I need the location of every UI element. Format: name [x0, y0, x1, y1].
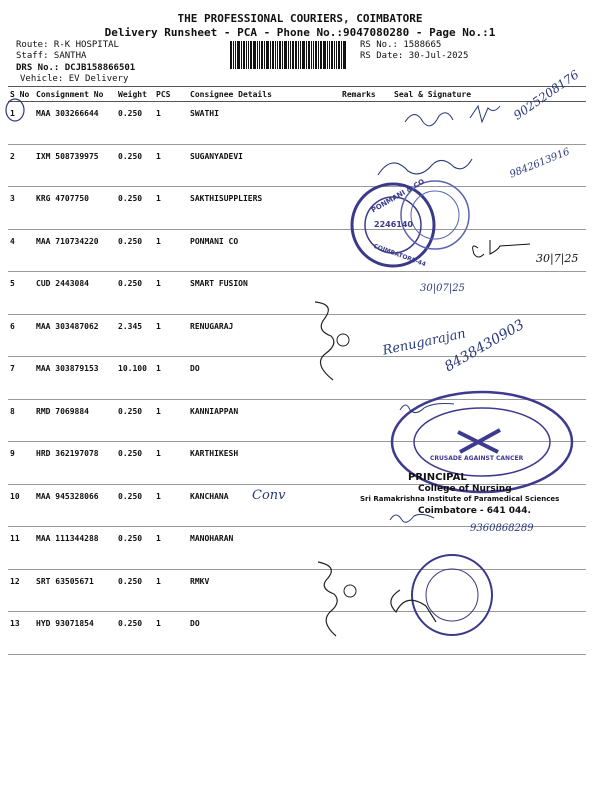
hw-date2: 30|07|25 — [420, 283, 465, 294]
col-pcs: PCS — [154, 87, 188, 102]
row-weight: 0.250 — [116, 569, 154, 612]
row-consignment-no: CUD 2443084 — [34, 272, 116, 315]
row-weight: 0.250 — [116, 399, 154, 442]
hw-renugaraj: Renugarajan — [381, 326, 468, 359]
row-weight: 0.250 — [116, 442, 154, 485]
row-pcs: 1 — [154, 612, 188, 655]
hw-phone2: 9842613916 — [508, 146, 572, 181]
row-pcs: 1 — [154, 102, 188, 145]
row-consignment-no: MAA 945328066 — [34, 484, 116, 527]
row-consignee: KANNIAPPAN — [188, 399, 340, 442]
row-consignee: DO — [188, 612, 340, 655]
row-sno: 4 — [8, 229, 34, 272]
signature-row8 — [400, 404, 454, 413]
col-consignee: Consignee Details — [188, 87, 340, 102]
row-consignment-no: HRD 362197078 — [34, 442, 116, 485]
row-pcs: 1 — [154, 229, 188, 272]
row-pcs: 1 — [154, 314, 188, 357]
row-weight: 0.250 — [116, 187, 154, 230]
row-consignee: KANCHANA — [188, 484, 340, 527]
staff-label: Staff: SANTHA — [16, 51, 87, 61]
row-weight: 0.250 — [116, 144, 154, 187]
row-pcs: 1 — [154, 357, 188, 400]
row-pcs: 1 — [154, 399, 188, 442]
row-weight: 0.250 — [116, 229, 154, 272]
hw-conv: Conv — [252, 488, 286, 503]
hw-phone3: 8438430903 — [441, 316, 528, 376]
row-consignment-no: MAA 303879153 — [34, 357, 116, 400]
row-consignee: SWATHI — [188, 102, 340, 145]
row-sno: 12 — [8, 569, 34, 612]
signature-row4 — [473, 240, 530, 257]
vehicle-label: Vehicle: EV Delivery — [20, 74, 129, 84]
signature-row1-b — [470, 106, 500, 122]
row-consignee: PONMANI CO — [188, 229, 340, 272]
row-consignee: RMKV — [188, 569, 340, 612]
row-consignment-no: KRG 4707750 — [34, 187, 116, 230]
col-seal: Seal & Signature — [392, 87, 586, 102]
row-consignee: SMART FUSION — [188, 272, 340, 315]
row-consignee: KARTHIKESH — [188, 442, 340, 485]
cancer-ring-text: CRUSADE AGAINST CANCER — [430, 455, 524, 462]
row-sno: 6 — [8, 314, 34, 357]
row-weight: 0.250 — [116, 484, 154, 527]
row-weight: 10.100 — [116, 357, 154, 400]
row-sno: 7 — [8, 357, 34, 400]
bracket-row6-7 — [315, 302, 334, 380]
row-pcs: 1 — [154, 272, 188, 315]
rs-date: RS Date: 30-Jul-2025 — [360, 51, 469, 61]
bracket-row12-13 — [318, 562, 337, 636]
rmkv-stamp — [412, 555, 492, 635]
row-consignment-no: MAA 111344288 — [34, 527, 116, 570]
row-pcs: 1 — [154, 187, 188, 230]
circle-mark-row6 — [337, 334, 349, 346]
document-subtitle: Delivery Runsheet - PCA - Phone No.:9047080280 - Page No.:1 — [104, 26, 496, 39]
col-sno: S No — [8, 87, 34, 102]
row-consignee: SUGANYADEVI — [188, 144, 340, 187]
row-weight: 0.250 — [116, 272, 154, 315]
sno-circle-mark — [6, 99, 24, 121]
row-consignment-no: RMD 7069884 — [34, 399, 116, 442]
hw-phone1: 9025208176 — [510, 67, 582, 123]
row-consignee: DO — [188, 357, 340, 400]
row-consignment-no: IXM 508739975 — [34, 144, 116, 187]
route-label: Route: R-K HOSPITAL — [16, 40, 119, 50]
row-weight: 0.250 — [116, 527, 154, 570]
row-weight: 2.345 — [116, 314, 154, 357]
hw-date: 30|7|25 — [536, 252, 579, 265]
document-title: THE PROFESSIONAL COURIERS, COIMBATORE — [177, 12, 423, 25]
row-sno: 9 — [8, 442, 34, 485]
rs-number: RS No.: 1588665 — [360, 40, 442, 50]
hw-phone4: 9360868289 — [470, 523, 534, 534]
col-consignment: Consignment No — [34, 87, 116, 102]
circle-mark-row12 — [344, 585, 356, 597]
row-pcs: 1 — [154, 442, 188, 485]
row-sno: 2 — [8, 144, 34, 187]
row-consignment-no: MAA 303487062 — [34, 314, 116, 357]
principal-line3: Sri Ramakrishna Institute of Paramedical Sciences — [360, 495, 560, 503]
row-pcs: 1 — [154, 527, 188, 570]
row-pcs: 1 — [154, 569, 188, 612]
col-remarks: Remarks — [340, 87, 392, 102]
row-sno: 5 — [8, 272, 34, 315]
principal-line4: Coimbatore - 641 044. — [418, 506, 531, 516]
row-pcs: 1 — [154, 484, 188, 527]
ponmani-stamp-top: PONMANI & CO — [370, 177, 426, 215]
row-weight: 0.250 — [116, 102, 154, 145]
row-pcs: 1 — [154, 144, 188, 187]
principal-line1: PRINCIPAL — [408, 472, 467, 483]
row-consignment-no: HYD 93071854 — [34, 612, 116, 655]
ponmani-stamp-number: 2246140 — [374, 220, 413, 229]
row-sno: 10 — [8, 484, 34, 527]
row-sno: 11 — [8, 527, 34, 570]
ponmani-stamp-bottom: COIMBATORE-44 — [372, 242, 427, 269]
drs-number: DRS No.: DCJB158866501 — [16, 63, 136, 73]
row-consignment-no: MAA 710734220 — [34, 229, 116, 272]
row-consignee: SAKTHISUPPLIERS — [188, 187, 340, 230]
signature-row2 — [378, 159, 472, 175]
row-sno: 13 — [8, 612, 34, 655]
signature-row1-a — [405, 113, 453, 126]
row-consignee: MANOHARAN — [188, 527, 340, 570]
row-weight: 0.250 — [116, 612, 154, 655]
row-consignment-no: SRT 63505671 — [34, 569, 116, 612]
row-sno: 3 — [8, 187, 34, 230]
row-consignment-no: MAA 303266644 — [34, 102, 116, 145]
principal-line2: College of Nursing — [418, 484, 512, 494]
row-sno: 1 — [8, 102, 34, 145]
row-consignee: RENUGARAJ — [188, 314, 340, 357]
col-weight: Weight — [116, 87, 154, 102]
row-sno: 8 — [8, 399, 34, 442]
